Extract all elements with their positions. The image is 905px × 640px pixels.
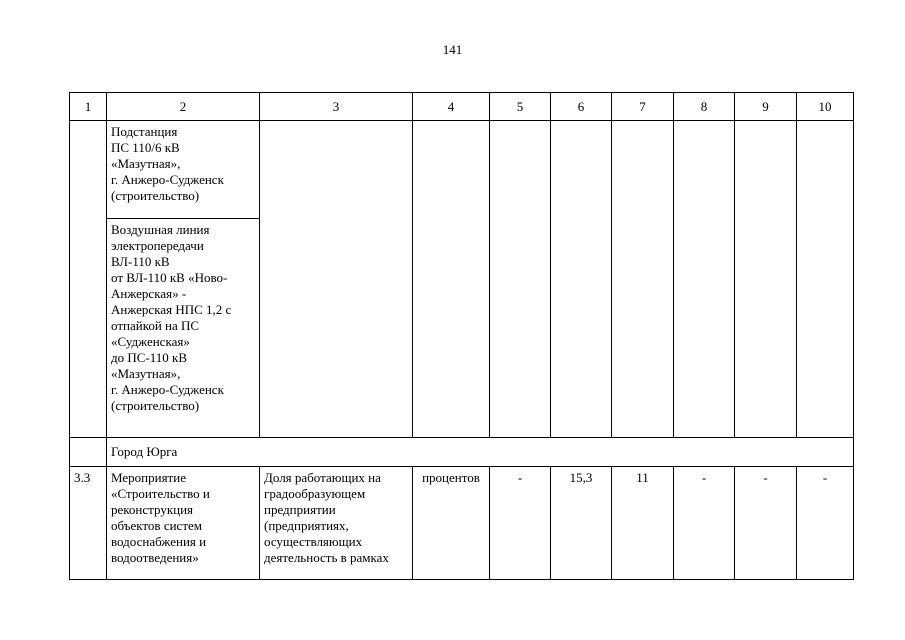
indicator-name: Доля работающих на градообразующем предприятии (предприятиях, осуществляющих деятельность в рамках [260,467,413,580]
city-section-title: Город Юрга [107,438,854,467]
table-row [70,121,854,219]
table-cell [413,121,490,438]
table-row [70,438,854,467]
value-cell: - [735,467,797,580]
value-cell: - [490,467,551,580]
unit: процентов [413,467,490,580]
value-cell: 15,3 [551,467,612,580]
table-cell [70,121,107,438]
table-cell [490,121,551,438]
column-header: 5 [490,93,551,121]
table-cell [70,438,107,467]
column-header: 8 [674,93,735,121]
value-cell: 11 [612,467,674,580]
value-cell: - [674,467,735,580]
table-cell [797,121,854,438]
value-cell: - [797,467,854,580]
table-cell [260,121,413,438]
data-table [69,92,854,580]
column-header: 1 [70,93,107,121]
object-substation: Подстанция ПС 110/6 кВ «Мазутная», г. Анжеро-Судженск (строительство) [107,121,260,219]
column-header: 9 [735,93,797,121]
measure-name: Мероприятие «Строительство и реконструкция объектов систем водоснабжения и водоотведения» [107,467,260,580]
column-header: 3 [260,93,413,121]
column-header: 6 [551,93,612,121]
table-cell [735,121,797,438]
column-header: 4 [413,93,490,121]
column-header: 10 [797,93,854,121]
table-cell [674,121,735,438]
object-power-line: Воздушная линия электропередачи ВЛ-110 кВ от ВЛ-110 кВ «Ново- Анжерская» - Анжерская НПС 1,2 с отпайкой на ПС «Судженская» до ПС-110 кВ «Мазутная», г. Анжеро-Судженск (строительство) [107,219,260,438]
table-row [70,467,854,580]
column-header: 2 [107,93,260,121]
column-header: 7 [612,93,674,121]
row-number: 3.3 [70,467,107,580]
page-number: 141 [442,42,463,57]
table-cell [612,121,674,438]
table-cell [551,121,612,438]
table-header-row [70,93,854,121]
